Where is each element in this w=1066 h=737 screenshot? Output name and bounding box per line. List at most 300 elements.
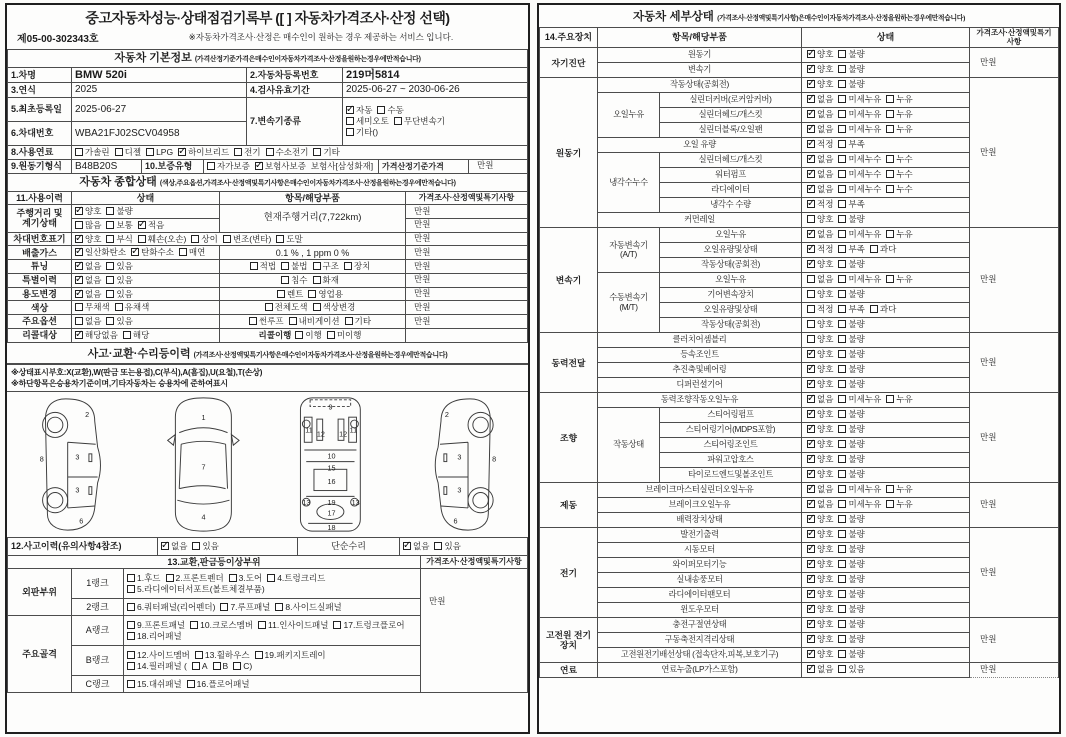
unchecked-checkbox-icon[interactable] xyxy=(123,331,131,339)
unchecked-checkbox-icon[interactable] xyxy=(838,125,846,133)
checkbox-option[interactable] xyxy=(807,350,833,360)
unchecked-checkbox-icon[interactable] xyxy=(229,574,237,582)
checkbox-option[interactable] xyxy=(807,155,833,165)
checkbox-option[interactable] xyxy=(807,575,833,585)
checkbox-option[interactable] xyxy=(75,317,101,327)
checkbox-option[interactable] xyxy=(838,200,864,210)
checkbox-option[interactable] xyxy=(127,680,182,690)
unchecked-checkbox-icon[interactable] xyxy=(838,455,846,463)
checked-checkbox-icon[interactable] xyxy=(807,80,815,88)
unchecked-checkbox-icon[interactable] xyxy=(346,128,354,136)
unchecked-checkbox-icon[interactable] xyxy=(838,605,846,613)
checkbox-option[interactable] xyxy=(807,200,833,210)
unchecked-checkbox-icon[interactable] xyxy=(250,262,258,270)
checkbox-option[interactable] xyxy=(807,620,833,630)
unchecked-checkbox-icon[interactable] xyxy=(106,317,114,325)
checkbox-option[interactable] xyxy=(838,215,864,225)
checked-checkbox-icon[interactable] xyxy=(807,260,815,268)
checked-checkbox-icon[interactable] xyxy=(807,530,815,538)
checked-checkbox-icon[interactable] xyxy=(807,95,815,103)
unchecked-checkbox-icon[interactable] xyxy=(838,170,846,178)
checkbox-option[interactable] xyxy=(255,651,326,661)
checkbox-option[interactable] xyxy=(807,125,833,135)
unchecked-checkbox-icon[interactable] xyxy=(838,560,846,568)
checkbox-option[interactable] xyxy=(886,500,912,510)
unchecked-checkbox-icon[interactable] xyxy=(187,680,195,688)
checked-checkbox-icon[interactable] xyxy=(807,545,815,553)
unchecked-checkbox-icon[interactable] xyxy=(313,303,321,311)
unchecked-checkbox-icon[interactable] xyxy=(190,621,198,629)
unchecked-checkbox-icon[interactable] xyxy=(886,110,894,118)
unchecked-checkbox-icon[interactable] xyxy=(255,651,263,659)
unchecked-checkbox-icon[interactable] xyxy=(870,305,878,313)
checkbox-option[interactable] xyxy=(838,425,864,435)
unchecked-checkbox-icon[interactable] xyxy=(807,335,815,343)
checkbox-option[interactable] xyxy=(234,148,260,158)
unchecked-checkbox-icon[interactable] xyxy=(838,470,846,478)
unchecked-checkbox-icon[interactable] xyxy=(838,200,846,208)
checked-checkbox-icon[interactable] xyxy=(807,425,815,433)
checkbox-option[interactable] xyxy=(75,148,110,158)
unchecked-checkbox-icon[interactable] xyxy=(191,235,199,243)
checked-checkbox-icon[interactable] xyxy=(807,170,815,178)
checkbox-option[interactable] xyxy=(838,80,864,90)
checked-checkbox-icon[interactable] xyxy=(807,485,815,493)
checked-checkbox-icon[interactable] xyxy=(138,221,146,229)
checkbox-option[interactable] xyxy=(886,185,912,195)
checkbox-option[interactable] xyxy=(807,65,833,75)
checkbox-option[interactable] xyxy=(75,207,101,217)
checkbox-option[interactable] xyxy=(275,603,341,613)
checkbox-option[interactable] xyxy=(886,230,912,240)
checked-checkbox-icon[interactable] xyxy=(75,331,83,339)
unchecked-checkbox-icon[interactable] xyxy=(289,317,297,325)
checkbox-option[interactable] xyxy=(229,574,263,584)
unchecked-checkbox-icon[interactable] xyxy=(838,575,846,583)
checked-checkbox-icon[interactable] xyxy=(807,500,815,508)
unchecked-checkbox-icon[interactable] xyxy=(333,621,341,629)
checked-checkbox-icon[interactable] xyxy=(807,650,815,658)
checked-checkbox-icon[interactable] xyxy=(75,276,83,284)
checkbox-option[interactable] xyxy=(313,303,356,313)
checkbox-option[interactable] xyxy=(807,245,833,255)
unchecked-checkbox-icon[interactable] xyxy=(838,410,846,418)
unchecked-checkbox-icon[interactable] xyxy=(233,662,241,670)
checked-checkbox-icon[interactable] xyxy=(807,65,815,73)
checkbox-option[interactable] xyxy=(207,162,250,172)
checkbox-option[interactable] xyxy=(131,248,174,258)
checked-checkbox-icon[interactable] xyxy=(807,125,815,133)
unchecked-checkbox-icon[interactable] xyxy=(838,530,846,538)
checkbox-option[interactable] xyxy=(127,632,182,642)
checked-checkbox-icon[interactable] xyxy=(807,50,815,58)
checkbox-option[interactable] xyxy=(838,140,864,150)
unchecked-checkbox-icon[interactable] xyxy=(838,95,846,103)
checkbox-option[interactable] xyxy=(289,317,340,327)
unchecked-checkbox-icon[interactable] xyxy=(266,148,274,156)
unchecked-checkbox-icon[interactable] xyxy=(106,207,114,215)
checked-checkbox-icon[interactable] xyxy=(346,106,354,114)
checkbox-option[interactable] xyxy=(265,303,308,313)
checked-checkbox-icon[interactable] xyxy=(255,162,263,170)
checkbox-option[interactable] xyxy=(115,148,141,158)
unchecked-checkbox-icon[interactable] xyxy=(807,215,815,223)
checkbox-option[interactable] xyxy=(213,662,229,672)
unchecked-checkbox-icon[interactable] xyxy=(195,651,203,659)
checkbox-option[interactable] xyxy=(327,331,362,341)
unchecked-checkbox-icon[interactable] xyxy=(838,155,846,163)
checkbox-option[interactable] xyxy=(106,317,132,327)
checkbox-option[interactable] xyxy=(161,542,187,552)
checked-checkbox-icon[interactable] xyxy=(807,620,815,628)
checkbox-option[interactable] xyxy=(106,290,132,300)
checkbox-option[interactable] xyxy=(886,125,912,135)
checkbox-option[interactable] xyxy=(75,331,118,341)
checkbox-option[interactable] xyxy=(838,290,864,300)
checked-checkbox-icon[interactable] xyxy=(807,635,815,643)
checkbox-option[interactable] xyxy=(233,662,252,672)
checkbox-option[interactable] xyxy=(115,303,150,313)
checkbox-option[interactable] xyxy=(838,605,864,615)
checkbox-option[interactable] xyxy=(807,455,833,465)
unchecked-checkbox-icon[interactable] xyxy=(308,290,316,298)
checkbox-option[interactable] xyxy=(838,110,881,120)
checkbox-option[interactable] xyxy=(886,275,912,285)
unchecked-checkbox-icon[interactable] xyxy=(295,331,303,339)
unchecked-checkbox-icon[interactable] xyxy=(75,303,83,311)
unchecked-checkbox-icon[interactable] xyxy=(346,117,354,125)
checkbox-option[interactable] xyxy=(807,470,833,480)
unchecked-checkbox-icon[interactable] xyxy=(192,542,200,550)
unchecked-checkbox-icon[interactable] xyxy=(838,665,846,673)
unchecked-checkbox-icon[interactable] xyxy=(223,235,231,243)
checkbox-option[interactable] xyxy=(807,95,833,105)
checkbox-option[interactable] xyxy=(258,621,328,631)
checkbox-option[interactable] xyxy=(807,590,833,600)
checkbox-option[interactable] xyxy=(838,350,864,360)
unchecked-checkbox-icon[interactable] xyxy=(886,185,894,193)
checkbox-option[interactable] xyxy=(106,262,132,272)
unchecked-checkbox-icon[interactable] xyxy=(106,262,114,270)
checkbox-option[interactable] xyxy=(870,245,896,255)
checkbox-option[interactable] xyxy=(249,317,284,327)
checkbox-option[interactable] xyxy=(190,621,253,631)
unchecked-checkbox-icon[interactable] xyxy=(838,380,846,388)
checked-checkbox-icon[interactable] xyxy=(403,542,411,550)
checked-checkbox-icon[interactable] xyxy=(75,262,83,270)
checkbox-option[interactable] xyxy=(295,331,321,341)
unchecked-checkbox-icon[interactable] xyxy=(276,235,284,243)
checkbox-option[interactable] xyxy=(75,303,110,313)
unchecked-checkbox-icon[interactable] xyxy=(838,290,846,298)
checkbox-option[interactable] xyxy=(838,620,864,630)
unchecked-checkbox-icon[interactable] xyxy=(838,185,846,193)
checkbox-option[interactable] xyxy=(255,162,306,172)
checkbox-option[interactable] xyxy=(127,574,161,584)
checked-checkbox-icon[interactable] xyxy=(807,590,815,598)
unchecked-checkbox-icon[interactable] xyxy=(838,395,846,403)
checkbox-option[interactable] xyxy=(838,395,881,405)
unchecked-checkbox-icon[interactable] xyxy=(838,365,846,373)
checkbox-option[interactable] xyxy=(403,542,429,552)
checkbox-option[interactable] xyxy=(276,235,302,245)
unchecked-checkbox-icon[interactable] xyxy=(220,603,228,611)
checkbox-option[interactable] xyxy=(75,290,101,300)
checkbox-option[interactable] xyxy=(807,215,833,225)
checkbox-option[interactable] xyxy=(886,170,912,180)
checked-checkbox-icon[interactable] xyxy=(807,185,815,193)
checkbox-option[interactable] xyxy=(807,275,833,285)
checked-checkbox-icon[interactable] xyxy=(807,470,815,478)
checkbox-option[interactable] xyxy=(146,148,173,158)
checkbox-option[interactable] xyxy=(333,621,404,631)
unchecked-checkbox-icon[interactable] xyxy=(265,303,273,311)
unchecked-checkbox-icon[interactable] xyxy=(106,276,114,284)
checked-checkbox-icon[interactable] xyxy=(807,440,815,448)
checked-checkbox-icon[interactable] xyxy=(807,365,815,373)
unchecked-checkbox-icon[interactable] xyxy=(313,276,321,284)
checkbox-option[interactable] xyxy=(223,235,272,245)
unchecked-checkbox-icon[interactable] xyxy=(127,651,135,659)
unchecked-checkbox-icon[interactable] xyxy=(213,662,221,670)
checkbox-option[interactable] xyxy=(166,574,224,584)
unchecked-checkbox-icon[interactable] xyxy=(327,331,335,339)
checkbox-option[interactable] xyxy=(138,221,164,231)
unchecked-checkbox-icon[interactable] xyxy=(179,248,187,256)
checkbox-option[interactable] xyxy=(434,542,460,552)
checkbox-option[interactable] xyxy=(838,170,881,180)
checkbox-option[interactable] xyxy=(807,440,833,450)
checkbox-option[interactable] xyxy=(807,515,833,525)
checkbox-option[interactable] xyxy=(807,290,833,300)
unchecked-checkbox-icon[interactable] xyxy=(115,303,123,311)
unchecked-checkbox-icon[interactable] xyxy=(344,262,352,270)
checkbox-option[interactable] xyxy=(838,380,864,390)
checkbox-option[interactable] xyxy=(886,155,912,165)
checked-checkbox-icon[interactable] xyxy=(807,410,815,418)
unchecked-checkbox-icon[interactable] xyxy=(886,170,894,178)
checkbox-option[interactable] xyxy=(346,128,378,138)
unchecked-checkbox-icon[interactable] xyxy=(313,262,321,270)
checkbox-option[interactable] xyxy=(807,605,833,615)
unchecked-checkbox-icon[interactable] xyxy=(345,317,353,325)
unchecked-checkbox-icon[interactable] xyxy=(258,621,266,629)
checkbox-option[interactable] xyxy=(807,80,833,90)
unchecked-checkbox-icon[interactable] xyxy=(838,215,846,223)
checkbox-option[interactable] xyxy=(106,276,132,286)
unchecked-checkbox-icon[interactable] xyxy=(886,395,894,403)
unchecked-checkbox-icon[interactable] xyxy=(234,148,242,156)
unchecked-checkbox-icon[interactable] xyxy=(192,662,200,670)
checked-checkbox-icon[interactable] xyxy=(807,245,815,253)
checked-checkbox-icon[interactable] xyxy=(807,605,815,613)
checked-checkbox-icon[interactable] xyxy=(807,395,815,403)
checkbox-option[interactable] xyxy=(870,305,896,315)
checked-checkbox-icon[interactable] xyxy=(807,155,815,163)
unchecked-checkbox-icon[interactable] xyxy=(807,275,815,283)
checked-checkbox-icon[interactable] xyxy=(807,140,815,148)
checkbox-option[interactable] xyxy=(807,545,833,555)
unchecked-checkbox-icon[interactable] xyxy=(115,148,123,156)
unchecked-checkbox-icon[interactable] xyxy=(313,148,321,156)
unchecked-checkbox-icon[interactable] xyxy=(886,155,894,163)
unchecked-checkbox-icon[interactable] xyxy=(807,290,815,298)
unchecked-checkbox-icon[interactable] xyxy=(838,275,846,283)
unchecked-checkbox-icon[interactable] xyxy=(838,620,846,628)
unchecked-checkbox-icon[interactable] xyxy=(838,440,846,448)
unchecked-checkbox-icon[interactable] xyxy=(377,106,385,114)
checkbox-option[interactable] xyxy=(838,665,864,675)
checkbox-option[interactable] xyxy=(838,485,881,495)
unchecked-checkbox-icon[interactable] xyxy=(75,221,83,229)
unchecked-checkbox-icon[interactable] xyxy=(886,500,894,508)
checkbox-option[interactable] xyxy=(807,320,833,330)
unchecked-checkbox-icon[interactable] xyxy=(277,290,285,298)
checkbox-option[interactable] xyxy=(807,140,833,150)
checkbox-option[interactable] xyxy=(281,276,307,286)
checkbox-option[interactable] xyxy=(807,305,833,315)
checked-checkbox-icon[interactable] xyxy=(131,248,139,256)
unchecked-checkbox-icon[interactable] xyxy=(127,662,135,670)
unchecked-checkbox-icon[interactable] xyxy=(886,485,894,493)
checkbox-option[interactable] xyxy=(838,335,864,345)
checkbox-option[interactable] xyxy=(807,380,833,390)
unchecked-checkbox-icon[interactable] xyxy=(838,320,846,328)
checked-checkbox-icon[interactable] xyxy=(75,290,83,298)
checkbox-option[interactable] xyxy=(886,95,912,105)
unchecked-checkbox-icon[interactable] xyxy=(138,235,146,243)
checkbox-option[interactable] xyxy=(838,410,864,420)
checkbox-option[interactable] xyxy=(187,680,250,690)
unchecked-checkbox-icon[interactable] xyxy=(127,632,135,640)
unchecked-checkbox-icon[interactable] xyxy=(166,574,174,582)
unchecked-checkbox-icon[interactable] xyxy=(838,245,846,253)
checkbox-option[interactable] xyxy=(807,650,833,660)
unchecked-checkbox-icon[interactable] xyxy=(838,350,846,358)
checkbox-option[interactable] xyxy=(838,125,881,135)
checkbox-option[interactable] xyxy=(838,440,864,450)
unchecked-checkbox-icon[interactable] xyxy=(838,110,846,118)
checkbox-option[interactable] xyxy=(192,542,218,552)
checkbox-option[interactable] xyxy=(838,320,864,330)
checkbox-option[interactable] xyxy=(838,635,864,645)
checkbox-option[interactable] xyxy=(345,317,371,327)
unchecked-checkbox-icon[interactable] xyxy=(127,574,135,582)
checkbox-option[interactable] xyxy=(807,560,833,570)
unchecked-checkbox-icon[interactable] xyxy=(838,50,846,58)
checkbox-option[interactable] xyxy=(807,635,833,645)
unchecked-checkbox-icon[interactable] xyxy=(434,542,442,550)
unchecked-checkbox-icon[interactable] xyxy=(886,275,894,283)
checkbox-option[interactable] xyxy=(838,185,881,195)
checkbox-option[interactable] xyxy=(266,148,309,158)
checked-checkbox-icon[interactable] xyxy=(807,200,815,208)
unchecked-checkbox-icon[interactable] xyxy=(127,680,135,688)
unchecked-checkbox-icon[interactable] xyxy=(886,95,894,103)
checked-checkbox-icon[interactable] xyxy=(807,560,815,568)
checkbox-option[interactable] xyxy=(75,248,126,258)
checkbox-option[interactable] xyxy=(838,575,864,585)
checked-checkbox-icon[interactable] xyxy=(161,542,169,550)
checkbox-option[interactable] xyxy=(838,305,864,315)
checkbox-option[interactable] xyxy=(308,290,343,300)
checkbox-option[interactable] xyxy=(75,262,101,272)
checkbox-option[interactable] xyxy=(838,95,881,105)
checked-checkbox-icon[interactable] xyxy=(807,230,815,238)
unchecked-checkbox-icon[interactable] xyxy=(807,320,815,328)
checkbox-option[interactable] xyxy=(838,245,864,255)
checkbox-option[interactable] xyxy=(838,500,881,510)
checkbox-option[interactable] xyxy=(807,230,833,240)
checkbox-option[interactable] xyxy=(886,395,912,405)
unchecked-checkbox-icon[interactable] xyxy=(249,317,257,325)
unchecked-checkbox-icon[interactable] xyxy=(127,603,135,611)
unchecked-checkbox-icon[interactable] xyxy=(75,148,83,156)
checkbox-option[interactable] xyxy=(838,530,864,540)
unchecked-checkbox-icon[interactable] xyxy=(886,125,894,133)
checkbox-option[interactable] xyxy=(807,170,833,180)
checked-checkbox-icon[interactable] xyxy=(178,148,186,156)
unchecked-checkbox-icon[interactable] xyxy=(870,245,878,253)
checkbox-option[interactable] xyxy=(267,574,325,584)
checkbox-option[interactable] xyxy=(106,207,132,217)
checked-checkbox-icon[interactable] xyxy=(807,455,815,463)
checkbox-option[interactable] xyxy=(807,530,833,540)
checked-checkbox-icon[interactable] xyxy=(807,665,815,673)
checkbox-option[interactable] xyxy=(807,260,833,270)
unchecked-checkbox-icon[interactable] xyxy=(838,335,846,343)
checkbox-option[interactable] xyxy=(807,425,833,435)
checkbox-option[interactable] xyxy=(138,235,187,245)
checked-checkbox-icon[interactable] xyxy=(807,515,815,523)
checkbox-option[interactable] xyxy=(313,262,339,272)
checkbox-option[interactable] xyxy=(838,260,864,270)
unchecked-checkbox-icon[interactable] xyxy=(267,574,275,582)
unchecked-checkbox-icon[interactable] xyxy=(838,590,846,598)
checkbox-option[interactable] xyxy=(394,117,445,127)
checkbox-option[interactable] xyxy=(377,106,403,116)
checkbox-option[interactable] xyxy=(807,395,833,405)
checkbox-option[interactable] xyxy=(807,185,833,195)
unchecked-checkbox-icon[interactable] xyxy=(281,276,289,284)
checkbox-option[interactable] xyxy=(838,590,864,600)
checkbox-option[interactable] xyxy=(191,235,217,245)
checkbox-option[interactable] xyxy=(807,110,833,120)
unchecked-checkbox-icon[interactable] xyxy=(838,635,846,643)
checkbox-option[interactable] xyxy=(838,515,864,525)
unchecked-checkbox-icon[interactable] xyxy=(807,305,815,313)
unchecked-checkbox-icon[interactable] xyxy=(886,230,894,238)
checkbox-option[interactable] xyxy=(313,148,339,158)
checkbox-option[interactable] xyxy=(106,221,132,231)
checkbox-option[interactable] xyxy=(807,500,833,510)
unchecked-checkbox-icon[interactable] xyxy=(127,585,135,593)
checked-checkbox-icon[interactable] xyxy=(75,207,83,215)
checkbox-option[interactable] xyxy=(838,455,864,465)
checkbox-option[interactable] xyxy=(838,365,864,375)
checkbox-option[interactable] xyxy=(838,155,881,165)
checkbox-option[interactable] xyxy=(179,248,205,258)
unchecked-checkbox-icon[interactable] xyxy=(838,515,846,523)
checkbox-option[interactable] xyxy=(838,50,864,60)
checkbox-option[interactable] xyxy=(838,650,864,660)
unchecked-checkbox-icon[interactable] xyxy=(838,305,846,313)
checkbox-option[interactable] xyxy=(838,230,881,240)
checkbox-option[interactable] xyxy=(277,290,303,300)
unchecked-checkbox-icon[interactable] xyxy=(207,162,215,170)
checkbox-option[interactable] xyxy=(886,110,912,120)
unchecked-checkbox-icon[interactable] xyxy=(106,235,114,243)
